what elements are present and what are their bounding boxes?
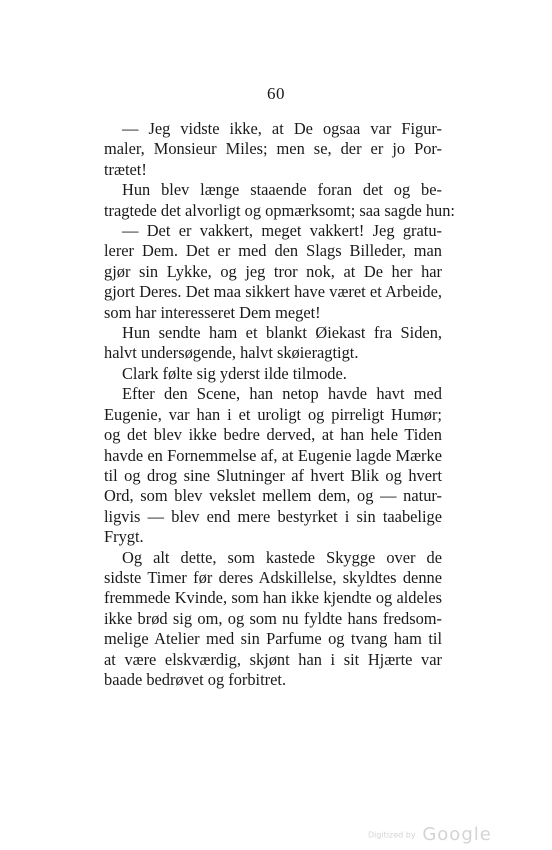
text-line: lerer Dem. Det er med den Slags Billeder, man [104, 241, 442, 261]
text-line: maler, Monsieur Miles; men se, der er jo Por- [104, 139, 442, 159]
text-line: gjort Deres. Det maa sikkert have været et Arbeide, [104, 282, 442, 302]
paragraph [104, 180, 455, 221]
text-line: — Jeg vidste ikke, at De ogsaa var Figur- [122, 119, 442, 138]
paragraph [104, 221, 442, 323]
text-line: baade bedrøvet og forbitret. [104, 669, 287, 689]
text-line: halvt undersøgende, halvt skøieragtigt. [104, 343, 359, 363]
text-line: sidste Timer før deres Adskillelse, skyldtes denne [104, 567, 442, 587]
text-line: ligvis — blev end mere bestyrket i sin taabelige [104, 506, 442, 526]
text-line: Ord, som blev vekslet mellem dem, og — natur- [104, 486, 442, 506]
text-line: og det blev ikke bedre derved, at han hele Tiden [104, 425, 442, 445]
text-line: Eugenie, var han i et uroligt og pirreligt Humør; [104, 404, 442, 424]
text-line: Hun blev længe staaende foran det og be- [122, 180, 442, 200]
paragraph [104, 548, 442, 691]
body-text [104, 119, 455, 690]
text-line: Frygt. [104, 527, 144, 547]
paragraph [104, 119, 442, 180]
text-line: — Det er vakkert, meget vakkert! Jeg gratu- [122, 221, 442, 241]
text-line: melige Atelier med sin Parfume og tvang ham til [104, 629, 442, 649]
text-line: at være elskværdig, skjønt han i sit Hjærte var [104, 649, 442, 669]
text-line: ikke brød sig om, og som nu fyldte hans fredsom- [104, 608, 442, 628]
text-line: havde en Fornemmelse af, at Eugenie lagde Mærke [104, 445, 442, 465]
paragraph [104, 384, 442, 547]
text-line: Hun sendte ham et blankt Øiekast fra Siden, [122, 323, 442, 343]
text-line: Efter den Scene, han netop havde havt med [122, 384, 442, 404]
watermark-prefix: Digitized by [368, 830, 416, 840]
text-line: Og alt dette, som kastede Skygge over de [122, 547, 442, 567]
text-line: Clark følte sig yderst ilde tilmode. [122, 363, 347, 383]
digitization-watermark [368, 824, 492, 845]
watermark-brand: Google [422, 824, 492, 845]
text-line: tragtede det alvorligt og opmærksomt; saa sagde hun: [104, 200, 455, 220]
text-line: trætet! [104, 159, 147, 179]
text-line: gjør sin Lykke, og jeg tror nok, at De her har [104, 261, 442, 281]
page-number: 60 [267, 84, 285, 103]
paragraph [104, 364, 442, 384]
text-line: som har interesseret Dem meget! [104, 302, 321, 322]
text-line: til og drog sine Slutninger af hvert Blik og hvert [104, 465, 442, 485]
text-line: fremmede Kvinde, som han ikke kjendte og aldeles [104, 588, 442, 608]
paragraph [104, 323, 442, 364]
